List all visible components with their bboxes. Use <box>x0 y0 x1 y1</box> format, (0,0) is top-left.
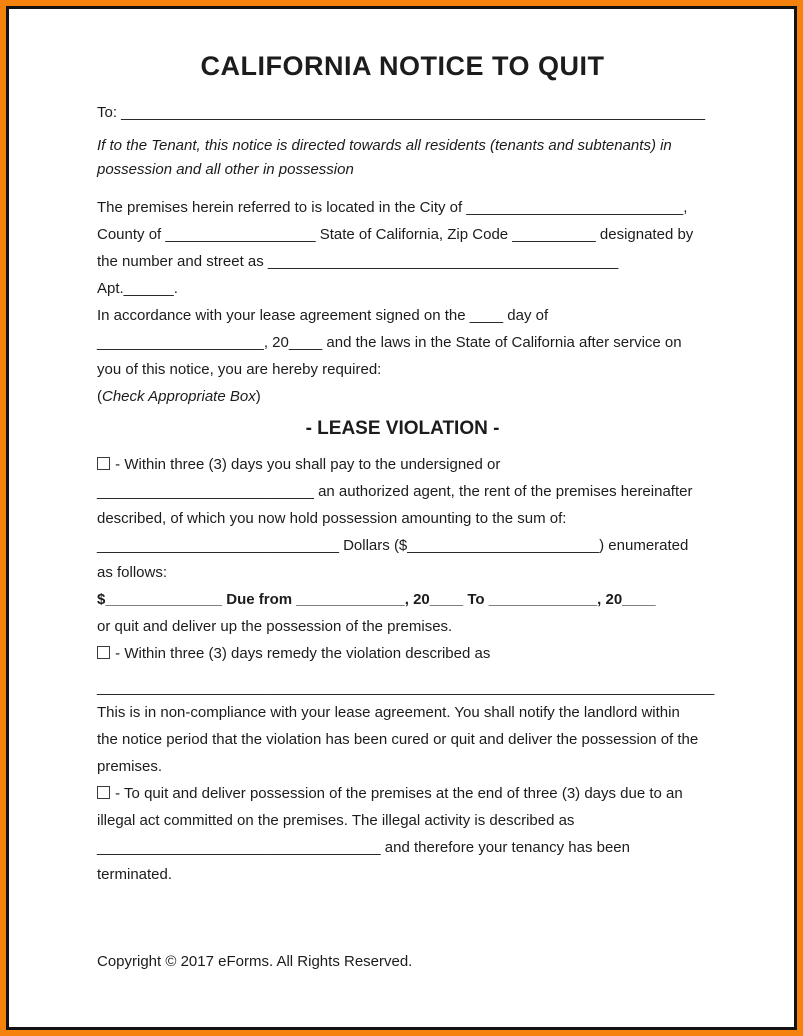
tenant-note <box>97 134 708 182</box>
compliance-line-2: the notice period that the violation has been cured or quit and deliver the possession of the <box>97 731 699 748</box>
check-note-open-paren: ( <box>97 388 102 405</box>
pay-rent-as-follows-line: as follows: <box>97 564 168 581</box>
document-content <box>9 9 794 975</box>
tenant-note-line-1: If to the Tenant, this notice is directed towards all residents (tenants and subtenants) in <box>97 137 672 154</box>
illegal-act-described-line: illegal act committed on the premises. The illegal activity is described as <box>97 812 575 829</box>
document-paper <box>6 6 797 1030</box>
pay-rent-checkbox-label: - Within three (3) days you shall pay to the undersigned or <box>111 456 501 473</box>
pay-rent-dollars-line[interactable]: _____________________________ Dollars ($_______________________) enumerated <box>97 537 689 554</box>
illegal-act-checkbox-label: - To quit and deliver possession of the premises at the end of three (3) days due to an <box>111 785 683 802</box>
pay-rent-sum-line: described, of which you now hold possession amounting to the sum of: <box>97 510 567 527</box>
lease-line-year[interactable]: ____________________, 20____ and the laws in the State of California after service on <box>97 334 682 351</box>
pay-rent-checkbox-line <box>97 451 708 478</box>
check-note-text: Check Appropriate Box <box>102 388 256 405</box>
pay-rent-checkbox-icon[interactable] <box>97 457 110 470</box>
check-appropriate-box-note <box>97 383 708 410</box>
lease-line-required: you of this notice, you are hereby required: <box>97 361 382 378</box>
pay-rent-option <box>97 451 708 640</box>
remedy-checkbox-label: - Within three (3) days remedy the violation described as <box>111 645 491 662</box>
illegal-act-checkbox-icon[interactable] <box>97 786 110 799</box>
compliance-line-3: premises. <box>97 758 163 775</box>
copyright-footer: Copyright © 2017 eForms. All Rights Reserved. <box>97 953 413 970</box>
document-title: CALIFORNIA NOTICE TO QUIT <box>200 51 605 81</box>
lease-agreement-paragraph <box>97 302 708 410</box>
remedy-violation-option <box>97 640 715 780</box>
compliance-line-1: This is in non-compliance with your lease agreement. You shall notify the landlord within <box>97 704 680 721</box>
premises-paragraph <box>97 194 708 302</box>
lease-line-day[interactable]: In accordance with your lease agreement signed on the ____ day of <box>97 307 549 324</box>
tenant-note-line-2: possession and all other in possession <box>97 161 354 178</box>
remedy-checkbox-line <box>97 640 708 667</box>
illegal-act-option <box>97 780 708 888</box>
pay-rent-agent-line[interactable]: __________________________ an authorized agent, the rent of the premises hereinafter <box>97 483 693 500</box>
illegal-act-checkbox-line <box>97 780 708 807</box>
remedy-description-blank[interactable]: __________________________________________________________________________ <box>97 679 715 696</box>
lease-violation-heading: - LEASE VIOLATION - <box>305 418 500 439</box>
check-note-close-paren: ) <box>255 388 261 405</box>
or-quit-line: or quit and deliver up the possession of the premises. <box>97 618 453 635</box>
premises-line-apt[interactable]: Apt.______. <box>97 280 178 297</box>
terminated-line: terminated. <box>97 866 173 883</box>
premises-line-street[interactable]: the number and street as __________________________________________ <box>97 253 619 270</box>
remedy-checkbox-icon[interactable] <box>97 646 110 659</box>
premises-line-city[interactable]: The premises herein referred to is located in the City of __________________________, <box>97 199 688 216</box>
premises-line-county-zip[interactable]: County of __________________ State of California, Zip Code __________ designated by <box>97 226 694 243</box>
illegal-act-blank-line[interactable]: __________________________________ and therefore your tenancy has been <box>97 839 630 856</box>
to-field-line[interactable]: To: ______________________________________________________________________ <box>97 104 706 121</box>
amount-due-line[interactable]: $______________ Due from _____________, 20____ To _____________, 20____ <box>97 591 656 608</box>
